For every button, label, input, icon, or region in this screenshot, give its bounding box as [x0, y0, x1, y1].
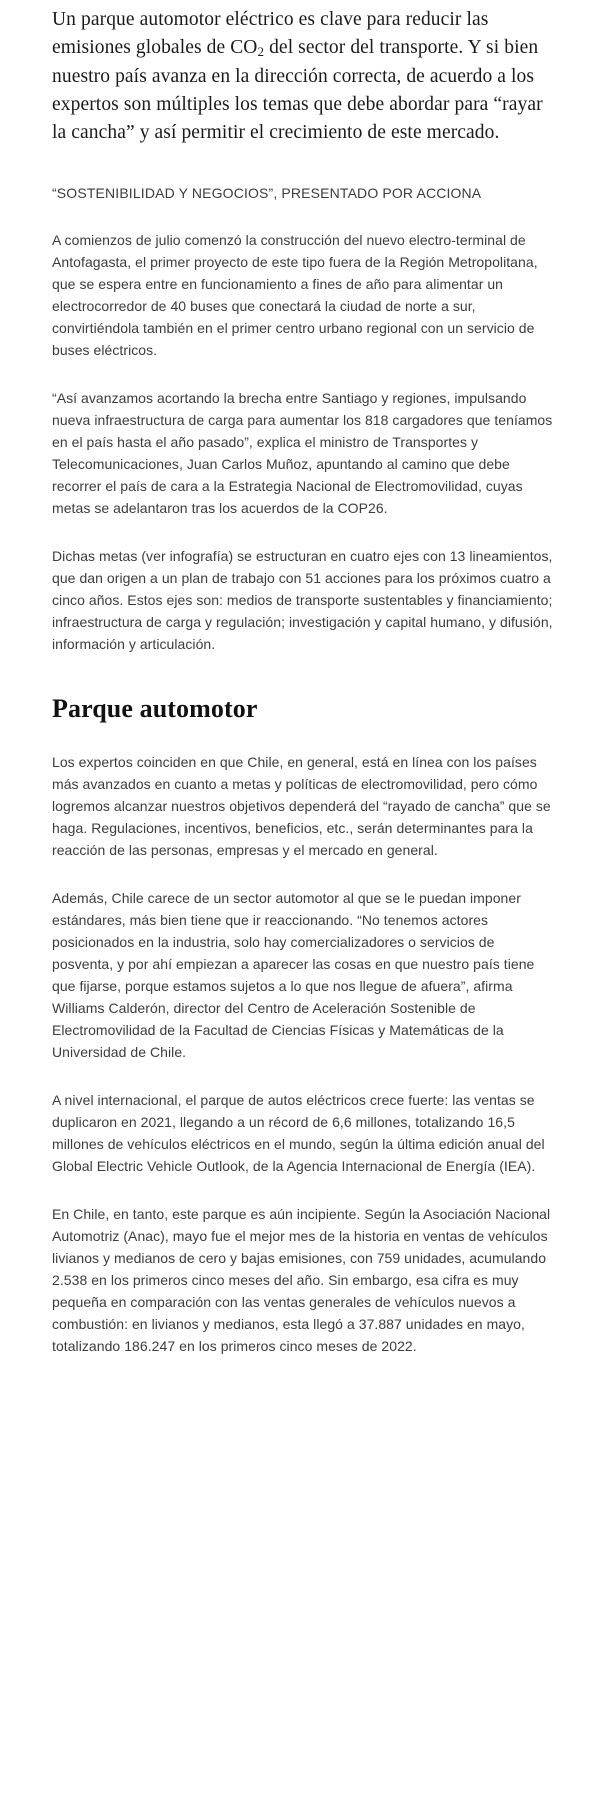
paragraph-1: A comienzos de julio comenzó la construcción del nuevo electro-terminal de Antofagasta, el primer proyecto de este tipo fuera de la Región Metropolitana, que se espera entre en funcionamiento a fines de año para alimentar un electrocorredor de 40 buses que conectará la ciudad de norte a sur, convirtiéndola también en el primer centro urbano regional con un servicio de buses eléctricos. [52, 232, 538, 358]
lead-text-before: Un parque automotor eléctrico es clave para reducir las emisiones globales de CO [52, 9, 489, 58]
paragraph-5: Además, Chile carece de un sector automotor al que se le puedan imponer estándares, más bien tiene que ir reaccionando. “No tenemos actores posicionados en la industria, solo hay comercializadores o servicios de posventa, y por ahí empiezan a aparecer las cosas en que nuestro país tiene que fijarse, porque estamos sujetos a lo que nos llegue de afuera”, afirma Williams Calderón, director del Centro de Aceleración Sostenible de Electromovilidad de la Facultad de Ciencias Físicas y Matemáticas de la Universidad de Chile. [52, 890, 535, 1060]
section-heading-parque-automotor: Parque automotor [52, 694, 258, 723]
paragraph-4: Los expertos coinciden en que Chile, en general, está en línea con los países más avanzados en cuanto a metas y políticas de electromovilidad, pero cómo logremos alcanzar nuestros objetivos dependerá del “rayado de cancha” que se haga. Regulaciones, incentivos, beneficios, etc., serán determinantes para la reacción de las personas, empresas y el mercado en general. [52, 754, 551, 858]
paragraph-2: “Así avanzamos acortando la brecha entre Santiago y regiones, impulsando nueva infraestructura de carga para aumentar los 818 cargadores que teníamos en el país hasta el año pasado”, explica el ministro de Transportes y Telecomunicaciones, Juan Carlos Muñoz, apuntando al camino que debe recorrer el país de cara a la Estrategia Nacional de Electromovilidad, cuyas metas se adelantaron tras los acuerdos de la COP26. [52, 390, 553, 516]
article-kicker: “SOSTENIBILIDAD Y NEGOCIOS”, PRESENTADO POR ACCIONA [52, 185, 482, 201]
article-lead [52, 0, 558, 147]
paragraph-3: Dichas metas (ver infografía) se estructuran en cuatro ejes con 13 lineamientos, que dan origen a un plan de trabajo con 51 acciones para los próximos cuatro a cinco años. Estos ejes son: medios de transporte sustentables y financiamiento; infraestructura de carga y regulación; investigación y capital humano, y difusión, información y articulación. [52, 548, 553, 652]
paragraph-7: En Chile, en tanto, este parque es aún incipiente. Según la Asociación Nacional Automotriz (Anac), mayo fue el mejor mes de la historia en ventas de vehículos livianos y medianos de cero y bajas emisiones, con 759 unidades, acumulando 2.538 en los primeros cinco meses del año. Sin embargo, esa cifra es muy pequeña en comparación con las ventas generales de vehículos nuevos a combustión: en livianos y medianos, esta llegó a 37.887 unidades en mayo, totalizando 186.247 en los primeros cinco meses de 2022. [52, 1206, 551, 1354]
co2-subscript: 2 [257, 44, 265, 59]
lead-text-after: del sector del transporte. Y si bien nuestro país avanza en la dirección correcta, de acuerdo a los expertos son múltiples los temas que debe abordar para “rayar la cancha” y así permitir el crecimiento de este mercado. [52, 37, 543, 143]
paragraph-6: A nivel internacional, el parque de autos eléctricos crece fuerte: las ventas se duplicaron en 2021, llegando a un récord de 6,6 millones, totalizando 16,5 millones de vehículos eléctricos en el mundo, según la última edición anual del Global Electric Vehicle Outlook, de la Agencia Internacional de Energía (IEA). [52, 1092, 545, 1174]
